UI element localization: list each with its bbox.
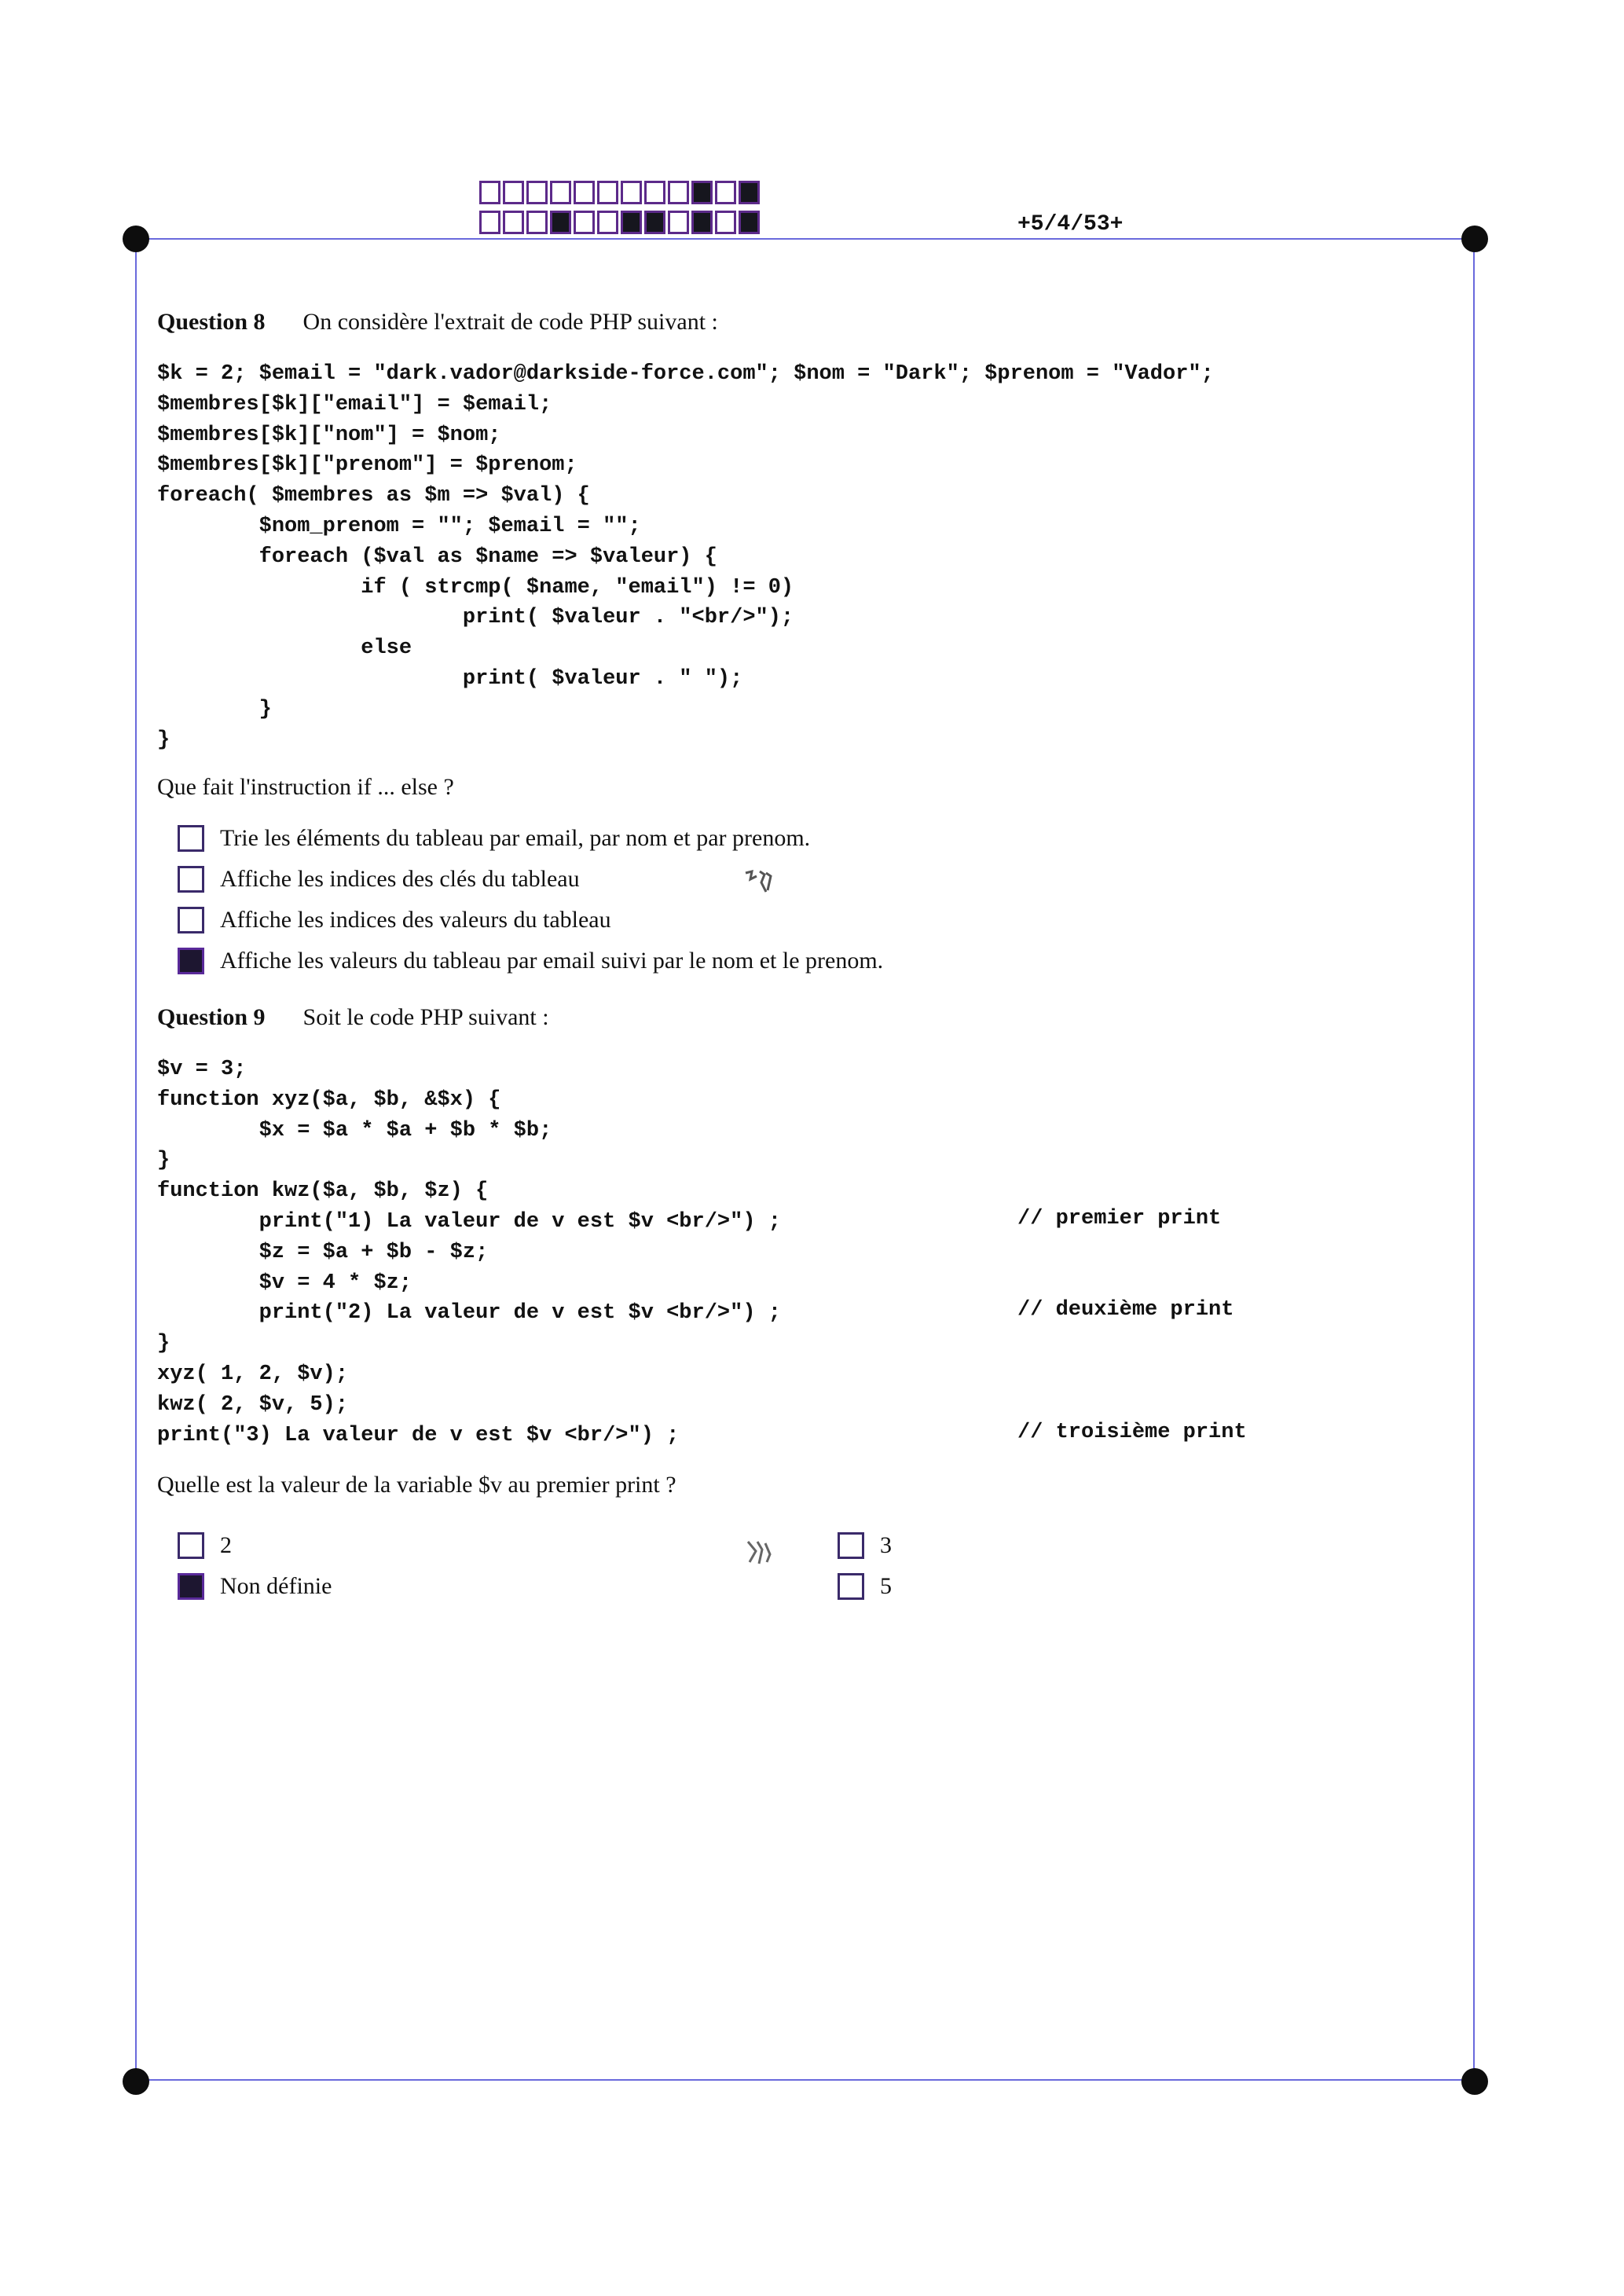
code-line: xyz( 1, 2, $v);: [157, 1362, 349, 1386]
code-line: if ( strcmp( $name, "email") != 0): [157, 575, 794, 600]
barcode-cell: [715, 181, 736, 204]
question-8-number: Question 8: [157, 309, 266, 335]
barcode-cell: [597, 181, 618, 204]
checkbox[interactable]: [838, 1573, 864, 1600]
code-line: $v = 3;: [157, 1058, 247, 1081]
code-line: print( $valeur . " ");: [157, 666, 743, 691]
page-id: +5/4/53+: [1017, 212, 1124, 237]
checkbox[interactable]: [178, 866, 204, 893]
question-9-choice-5[interactable]: [838, 1573, 892, 1600]
barcode-cell: [739, 211, 760, 234]
barcode-cell: [503, 181, 524, 204]
barcode-cell: [574, 181, 595, 204]
registration-mark-bottom-right: [1461, 2068, 1488, 2095]
question-9-number: Question 9: [157, 1004, 266, 1030]
code-comment-second-print: // deuxième print: [1017, 1298, 1234, 1322]
question-8-intro: On considère l'extrait de code PHP suivant :: [302, 309, 718, 335]
barcode-cell: [526, 211, 548, 234]
checkbox[interactable]: [178, 907, 204, 933]
code-line: }: [157, 1332, 170, 1356]
registration-mark-top-left: [123, 226, 149, 252]
checkbox[interactable]: [838, 1532, 864, 1559]
checkbox[interactable]: [178, 1532, 204, 1559]
barcode-cell: [479, 181, 500, 204]
checkbox[interactable]: [178, 948, 204, 974]
scan-smudge: [745, 1539, 773, 1567]
question-9-choice-2[interactable]: [178, 1532, 232, 1559]
code-line: $membres[$k]["prenom"] = $prenom;: [157, 453, 577, 478]
registration-mark-top-right: [1461, 226, 1488, 252]
question-8-heading: [157, 309, 718, 336]
question-9-code: [157, 1054, 781, 1451]
barcode-cell: [526, 181, 548, 204]
code-line: $x = $a * $a + $b * $b;: [157, 1118, 552, 1142]
code-comment-first-print: // premier print: [1017, 1207, 1222, 1231]
code-line: print("3) La valeur de v est $v <br/>") ;: [157, 1423, 680, 1447]
code-line: $k = 2; $email = "dark.vador@darkside-force.com"; $nom = "Dark"; $prenom = "Vador";: [157, 362, 1214, 386]
barcode-cell: [597, 211, 618, 234]
code-line: kwz( 2, $v, 5);: [157, 1392, 349, 1417]
code-line: $membres[$k]["email"] = $email;: [157, 392, 552, 416]
barcode-cell: [644, 181, 665, 204]
choice-label: Trie les éléments du tableau par email, par nom et par prenom.: [220, 825, 811, 851]
choice-label: Affiche les valeurs du tableau par email suivi par le nom et le prenom.: [220, 948, 884, 974]
barcode-cell: [479, 211, 500, 234]
barcode-cell: [668, 181, 689, 204]
choice-label: 3: [880, 1532, 892, 1558]
code-line: function kwz($a, $b, $z) {: [157, 1179, 489, 1204]
barcode-cell: [644, 211, 665, 234]
question-9-prompt: Quelle est la valeur de la variable $v au premier print ?: [157, 1472, 676, 1498]
barcode-cell: [550, 181, 571, 204]
question-8-choice-b[interactable]: [178, 866, 580, 893]
code-line: print("2) La valeur de v est $v <br/>") ;: [157, 1301, 781, 1326]
code-line: }: [157, 1149, 170, 1173]
choice-label: Affiche les indices des valeurs du tableau: [220, 907, 611, 933]
barcode-cell: [621, 211, 642, 234]
page-barcode-row-2: [479, 211, 762, 234]
barcode-cell: [574, 211, 595, 234]
choice-label: Non définie: [220, 1573, 332, 1599]
barcode-cell: [739, 181, 760, 204]
page-barcode-row-1: [479, 181, 762, 204]
question-8-choice-c[interactable]: [178, 907, 611, 933]
barcode-cell: [621, 181, 642, 204]
code-line: function xyz($a, $b, &$x) {: [157, 1087, 501, 1112]
code-line: }: [157, 728, 170, 752]
choice-label: Affiche les indices des clés du tableau: [220, 866, 580, 892]
barcode-cell: [503, 211, 524, 234]
question-9-heading: [157, 1004, 549, 1031]
registration-mark-bottom-left: [123, 2068, 149, 2095]
code-line: print("1) La valeur de v est $v <br/>") ;: [157, 1209, 781, 1234]
question-9-choice-3[interactable]: [838, 1532, 892, 1559]
code-line: $nom_prenom = ""; $email = "";: [157, 514, 641, 538]
code-line: $membres[$k]["nom"] = $nom;: [157, 423, 501, 447]
barcode-cell: [691, 211, 713, 234]
scan-smudge: [742, 868, 774, 897]
code-line: $v = 4 * $z;: [157, 1271, 412, 1295]
choice-label: 2: [220, 1532, 232, 1558]
code-line: foreach( $membres as $m => $val) {: [157, 484, 590, 508]
barcode-cell: [550, 211, 571, 234]
barcode-cell: [691, 181, 713, 204]
checkbox[interactable]: [178, 825, 204, 852]
question-9-choice-non-definie[interactable]: [178, 1573, 332, 1600]
question-8-choice-d[interactable]: [178, 948, 883, 974]
code-line: }: [157, 697, 272, 721]
code-line: $z = $a + $b - $z;: [157, 1240, 489, 1264]
checkbox[interactable]: [178, 1573, 204, 1600]
code-line: print( $valeur . "<br/>");: [157, 606, 794, 630]
barcode-cell: [715, 211, 736, 234]
question-9-intro: Soit le code PHP suivant :: [302, 1004, 549, 1030]
choice-label: 5: [880, 1573, 892, 1599]
question-8-code: [157, 359, 1214, 755]
question-8-choice-a[interactable]: [178, 825, 810, 852]
code-line: foreach ($val as $name => $valeur) {: [157, 545, 717, 569]
question-8-prompt: Que fait l'instruction if ... else ?: [157, 774, 454, 800]
barcode-cell: [668, 211, 689, 234]
code-comment-third-print: // troisième print: [1017, 1421, 1247, 1444]
code-line: else: [157, 636, 412, 661]
